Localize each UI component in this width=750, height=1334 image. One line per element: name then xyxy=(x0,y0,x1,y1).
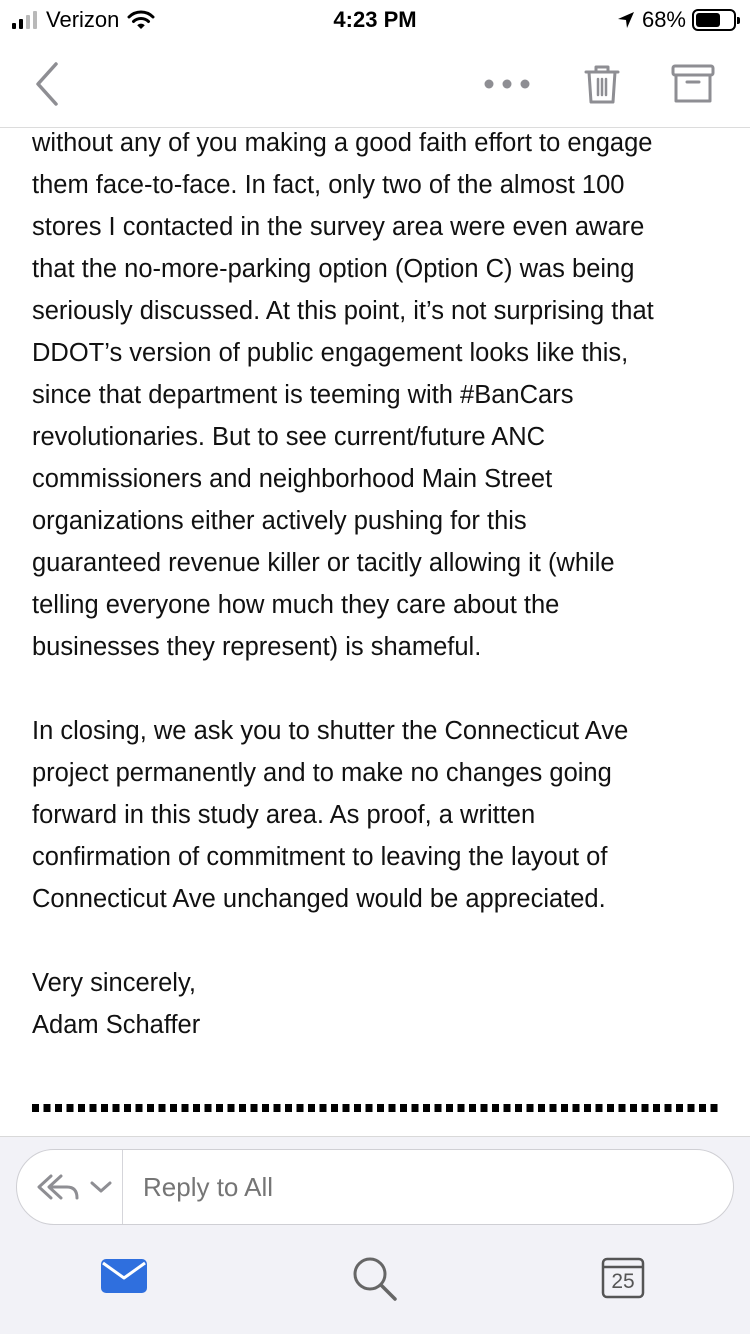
message-toolbar xyxy=(0,40,750,128)
archive-icon xyxy=(668,60,718,108)
battery-level xyxy=(696,13,720,27)
status-right xyxy=(616,6,736,34)
calendar-day-number: 25 xyxy=(611,1270,635,1293)
archive-button[interactable] xyxy=(668,60,718,108)
more-actions-button[interactable] xyxy=(480,70,534,98)
tab-search[interactable] xyxy=(350,1254,398,1302)
paragraph-gap xyxy=(32,668,732,710)
carrier-name: Verizon xyxy=(46,7,120,32)
status-time: 4:23 PM xyxy=(333,7,417,32)
back-button[interactable] xyxy=(28,60,68,108)
location-arrow-icon xyxy=(616,10,636,30)
reply-all-icon xyxy=(17,1150,123,1224)
email-body xyxy=(32,122,732,1046)
tab-calendar[interactable] xyxy=(600,1254,648,1302)
status-bar xyxy=(0,0,750,40)
reply-type-button[interactable] xyxy=(17,1150,123,1224)
tab-bar xyxy=(0,1236,750,1334)
tab-mail[interactable] xyxy=(100,1256,148,1296)
battery-percentage: 68% xyxy=(641,7,686,32)
email-signature: Very sincerely, Adam Schaffer xyxy=(32,969,201,1039)
reply-input[interactable] xyxy=(143,1150,703,1224)
email-paragraph: without any of you making a good faith effort to engage them face-to-face. In fact, only two of the almost 100 stores I contacted in the survey area were even aware that the no-more-parking option (Option C) was being seriously discussed. At this point, it’s not surprising that DDOT’s version of public engagement looks like this, since that department is teeming with #BanCars revolutionaries. But to see current/future ANC commissioners and neighborhood Main Street organizations either actively pushing for this guaranteed revenue killer or tacitly allowing it (while telling everyone how much they care about the businesses they represent) is shameful. xyxy=(32,129,654,661)
ellipsis-icon xyxy=(480,70,534,98)
trash-icon xyxy=(578,60,626,108)
paragraph-gap xyxy=(32,920,732,962)
battery-icon xyxy=(692,9,736,31)
email-paragraph: In closing, we ask you to shutter the Connecticut Ave project permanently and to make no changes going forward in this study area. As proof, a written confirmation of commitment to leaving the layout of Connecticut Ave unchanged would be appreciated. xyxy=(32,717,629,913)
search-icon xyxy=(350,1254,398,1302)
chevron-left-icon xyxy=(28,60,68,108)
reply-pill xyxy=(16,1149,734,1225)
dashed-divider xyxy=(32,1104,720,1112)
reply-bar xyxy=(0,1136,750,1236)
mail-icon xyxy=(100,1256,148,1296)
delete-button[interactable] xyxy=(578,60,626,108)
